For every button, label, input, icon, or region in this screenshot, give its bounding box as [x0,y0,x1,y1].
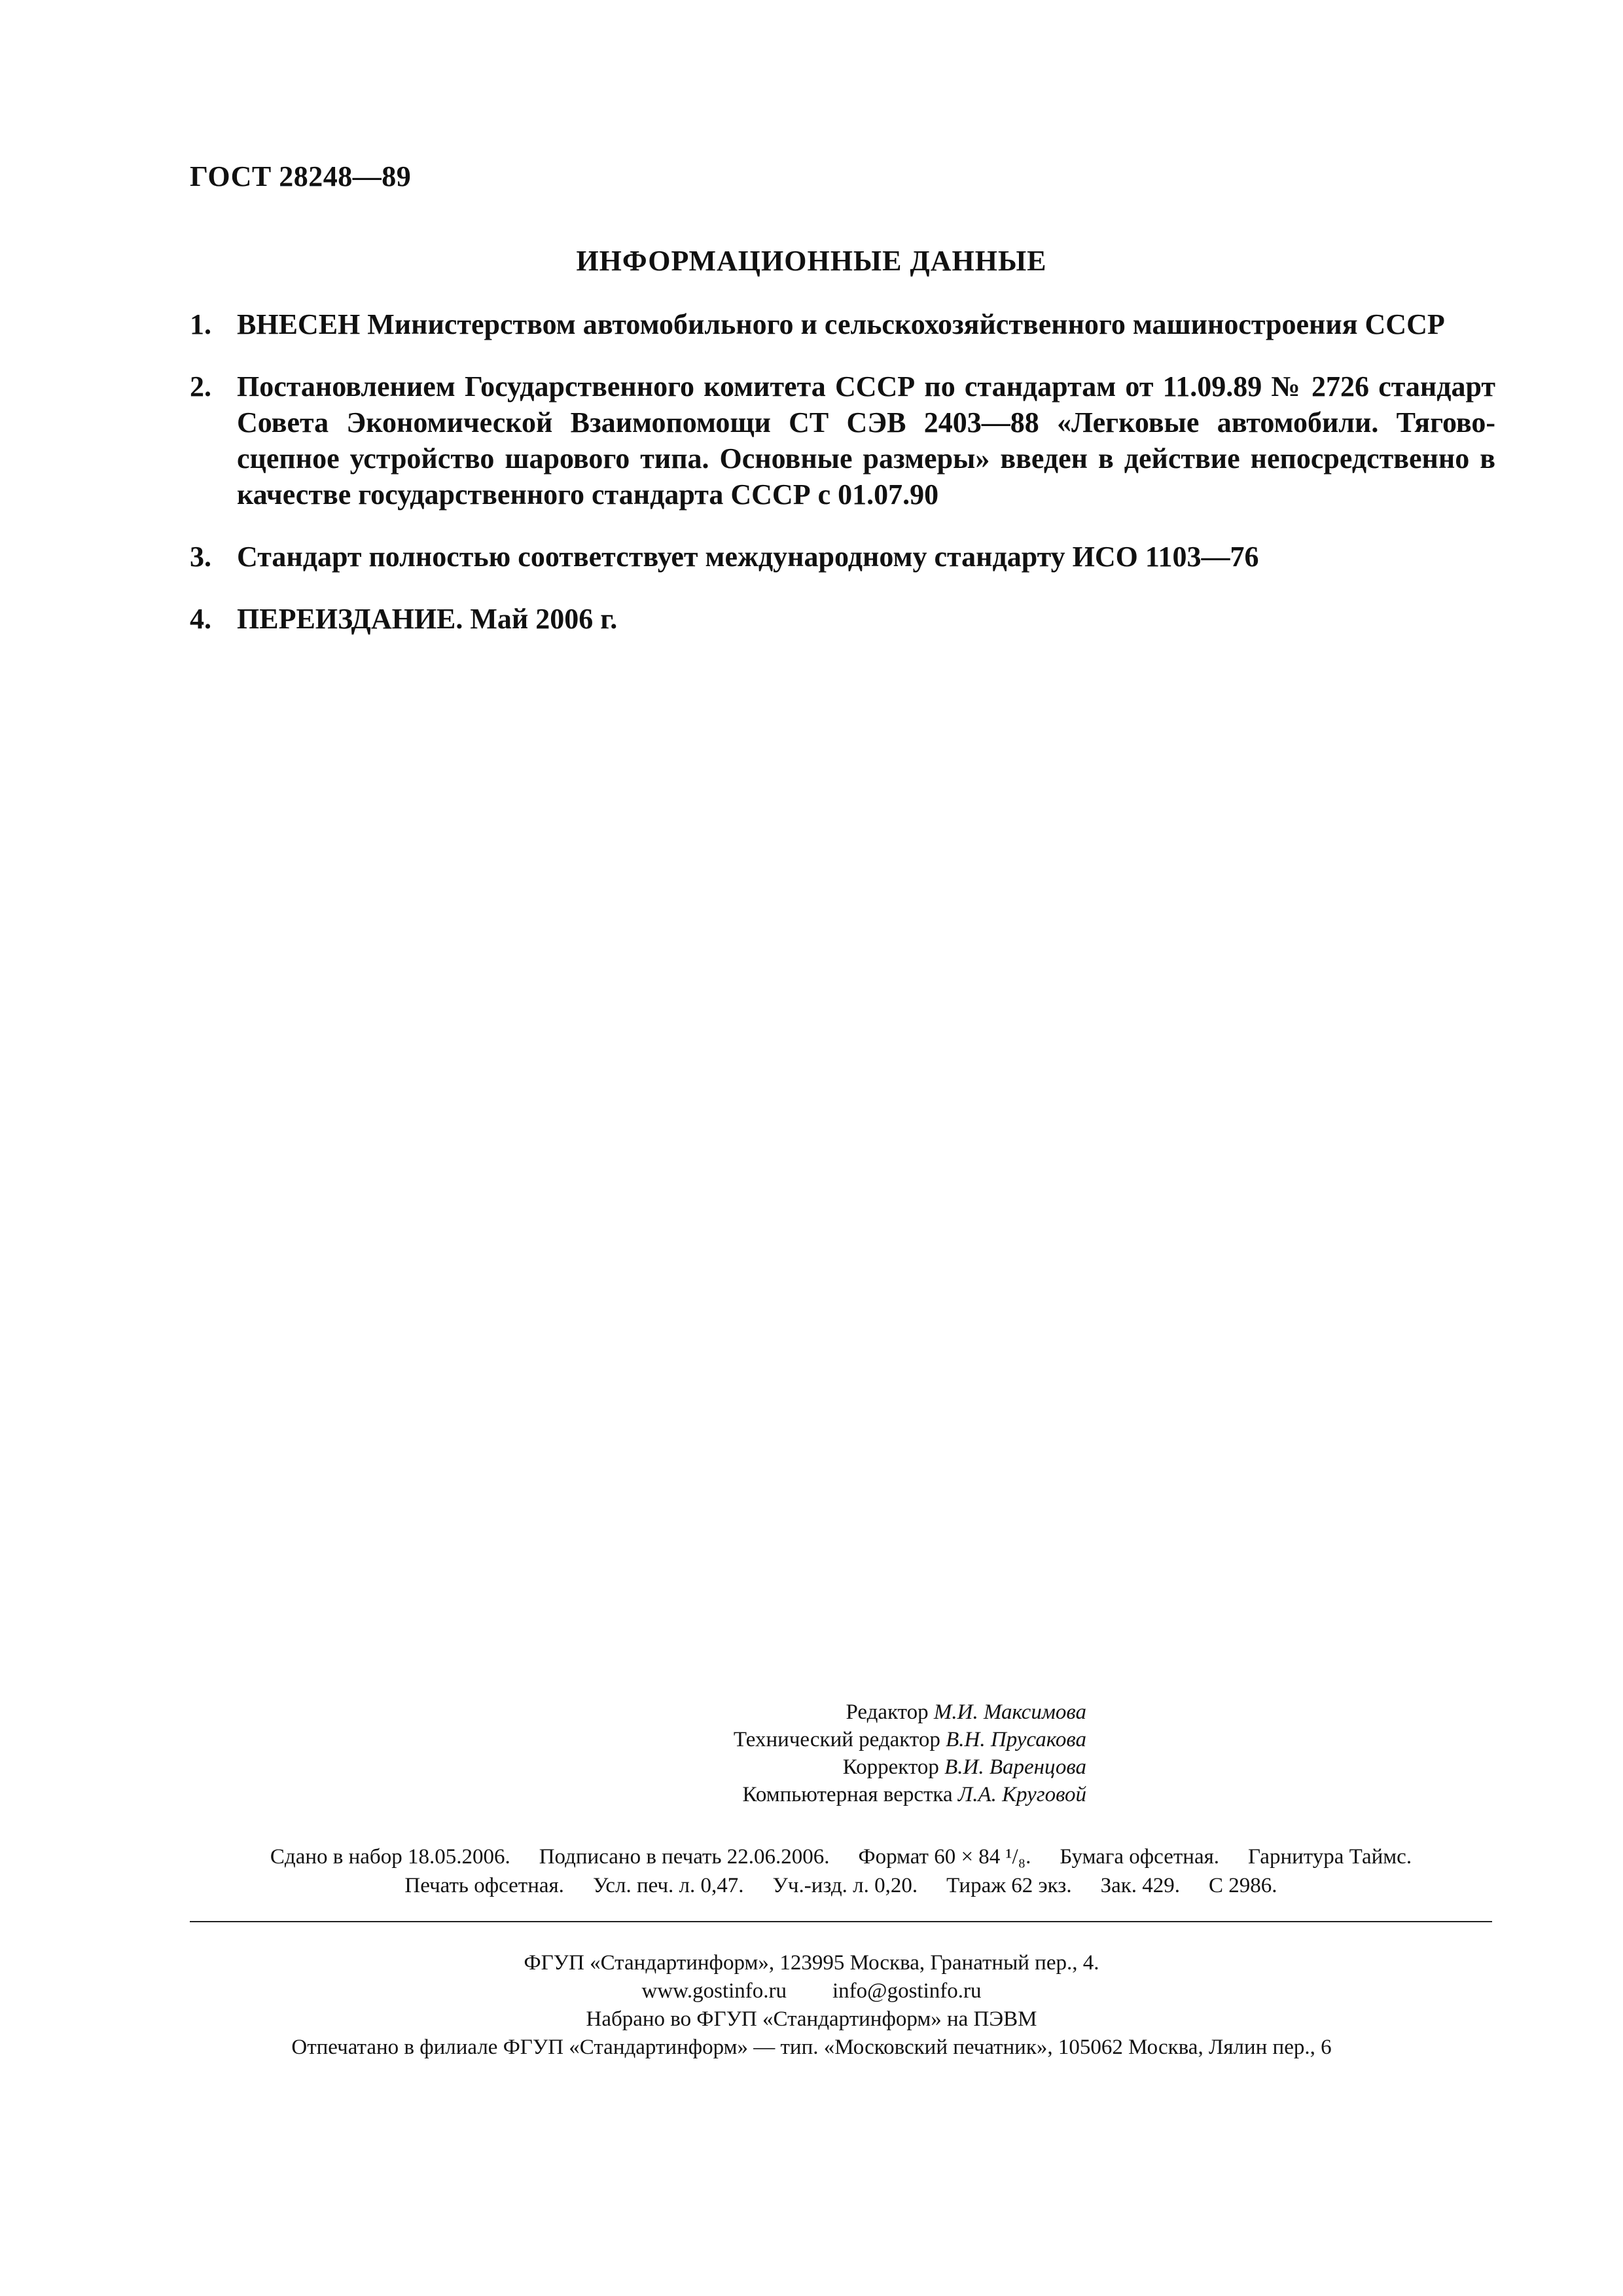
imprint-field: Зак. 429. [1100,1874,1181,1897]
list-item [190,601,1495,637]
credit-role: Технический редактор [733,1728,940,1751]
credit-role: Редактор [846,1700,929,1724]
credit-role: Корректор [842,1755,939,1779]
publisher-block [0,1949,1623,2062]
imprint-field: Печать офсетная. [404,1874,564,1897]
imprint-field: Сдано в набор 18.05.2006. [270,1845,510,1869]
publisher-printed: Отпечатано в филиале ФГУП «Стандартинформ» — тип. «Московский печатник», 105062 Москва, Лялин пер., 6 [291,2036,1332,2059]
credit-technical-editor [628,1726,1086,1753]
imprint-field: Формат 60 × 84 ¹/₈. [858,1845,1031,1869]
credit-editor [628,1698,1086,1726]
credit-proofreader [628,1753,1086,1781]
imprint-field: Уч.-изд. л. 0,20. [772,1874,918,1897]
publisher-typeset: Набрано во ФГУП «Стандартинформ» на ПЭВМ [586,2007,1037,2031]
section-title: ИНФОРМАЦИОННЫЕ ДАННЫЕ [576,245,1047,277]
item-text: ВНЕСЕН Министерством автомобильного и сельскохозяйственного машиностроения СССР [237,308,1445,340]
imprint-field: Подписано в печать 22.06.2006. [539,1845,830,1869]
divider-line [190,1921,1492,1922]
imprint-field: С 2986. [1209,1874,1277,1897]
imprint-row-2 [190,1871,1492,1900]
credits-block [628,1698,1086,1808]
imprint-field: Усл. печ. л. 0,47. [592,1874,744,1897]
credit-name: В.И. Варенцова [944,1755,1086,1779]
credit-role: Компьютерная верстка [742,1783,953,1806]
item-number: 4. [190,603,211,635]
imprint-field: Тираж 62 экз. [946,1874,1072,1897]
list-item [190,306,1495,342]
imprint-field: Бумага офсетная. [1060,1845,1220,1869]
list-item [190,539,1495,575]
item-number: 1. [190,308,211,340]
item-text: ПЕРЕИЗДАНИЕ. Май 2006 г. [237,603,618,635]
info-items-list [190,306,1495,663]
publisher-website: www.gostinfo.ru [641,1979,787,2003]
imprint-field: Гарнитура Таймс. [1248,1845,1412,1869]
publisher-contacts [0,1977,1623,2005]
credit-layout [628,1781,1086,1808]
publisher-address: ФГУП «Стандартинформ», 123995 Москва, Гранатный пер., 4. [524,1951,1099,1975]
imprint-block [190,1842,1492,1900]
item-text: Стандарт полностью соответствует международному стандарту ИСО 1103—76 [237,541,1259,573]
item-text: Постановлением Государственного комитета СССР по стандартам от 11.09.89 № 2726 стандарт Совета Экономической Взаимопомощи СТ СЭВ 2403—88 «Легковые автомобили. Тягово-сцепное устройство шарового типа. Основные размеры» введен в действие непосредственно в качестве государственного стандарта СССР с 01.07.90 [237,370,1495,511]
credit-name: Л.А. Круговой [957,1783,1086,1806]
imprint-row-1 [190,1842,1492,1871]
credit-name: М.И. Максимова [933,1700,1086,1724]
list-item [190,368,1495,512]
item-number: 2. [190,370,211,403]
item-number: 3. [190,541,211,573]
document-code: ГОСТ 28248—89 [190,160,412,192]
publisher-email: info@gostinfo.ru [832,1979,982,2003]
credit-name: В.Н. Прусакова [946,1728,1086,1751]
